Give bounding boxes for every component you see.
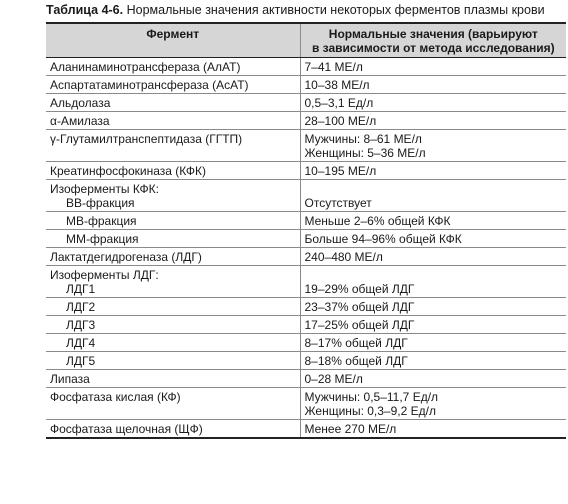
enzyme-name: α-Амилаза [46,112,300,130]
enzyme-value: 8–17% общей ЛДГ [300,334,566,352]
enzyme-value [300,266,566,298]
enzyme-group [46,180,300,212]
table-body [46,58,566,439]
header-normal-values [300,23,566,58]
table-row [46,94,566,112]
enzyme-value: Меньше 2–6% общей КФК [300,212,566,230]
value-women: Женщины: 0,3–9,2 Ед/л [304,404,436,418]
group-title: Изоферменты КФК: [50,182,159,196]
enzyme-name: Аланинаминотрансфераза (АлАТ) [46,58,300,76]
table-row [46,370,566,388]
table-row [46,180,566,212]
table-row [46,212,566,230]
enzyme-subname: ЛДГ2 [46,298,300,316]
table-row [46,58,566,76]
enzyme-value: 7–41 МЕ/л [300,58,566,76]
enzyme-subname: ЛДГ4 [46,334,300,352]
table-row [46,266,566,298]
header-normal-values-line2: в зависимости от метода исследования) [311,41,555,55]
table-row [46,298,566,316]
table-number: Таблица 4-6. [46,3,124,17]
table-row [46,248,566,266]
enzyme-subname: ММ-фракция [46,230,300,248]
table-row [46,76,566,94]
header-normal-values-line1: Нормальные значения (варьируют [328,27,538,41]
enzyme-subname: МВ-фракция [46,212,300,230]
enzyme-name: Лактатдегидрогеназа (ЛДГ) [46,248,300,266]
enzyme-table [46,22,566,439]
table-row [46,316,566,334]
enzyme-value: Менее 270 МЕ/л [300,420,566,439]
enzyme-value: 23–37% общей ЛДГ [300,298,566,316]
enzyme-subname: ЛДГ1 [66,282,96,296]
enzyme-name: Аспартатаминотрансфераза (АсАТ) [46,76,300,94]
value-women: Женщины: 5–36 МЕ/л [304,146,426,160]
table-row [46,352,566,370]
table-header [46,23,566,58]
enzyme-value: 8–18% общей ЛДГ [300,352,566,370]
table-row [46,388,566,420]
enzyme-value [300,388,566,420]
table-title: Нормальные значения активности некоторых ферментов плазмы крови [123,3,545,17]
enzyme-value: 10–195 МЕ/л [300,162,566,180]
enzyme-subname: ЛДГ3 [46,316,300,334]
table-row [46,420,566,439]
enzyme-subname: ВВ-фракция [66,196,135,210]
enzyme-subname: ЛДГ5 [46,352,300,370]
enzyme-value: 240–480 МЕ/л [300,248,566,266]
enzyme-value: 10–38 МЕ/л [300,76,566,94]
enzyme-name: Фосфатаза щелочная (ЩФ) [46,420,300,439]
table-row [46,230,566,248]
value-men: Мужчины: 8–61 МЕ/л [304,132,422,146]
table-caption [46,2,566,18]
enzyme-value: Больше 94–96% общей КФК [300,230,566,248]
enzyme-name: Креатинфосфокиназа (КФК) [46,162,300,180]
table-row [46,334,566,352]
group-title: Изоферменты ЛДГ: [50,268,159,282]
enzyme-value: 17–25% общей ЛДГ [300,316,566,334]
enzyme-group [46,266,300,298]
header-enzyme: Фермент [46,23,300,58]
enzyme-name: γ-Глутамилтранспептидаза (ГГТП) [46,130,300,162]
enzyme-subvalue: 19–29% общей ЛДГ [304,282,415,296]
table-row [46,130,566,162]
enzyme-subvalue: Отсутствует [304,196,372,210]
value-men: Мужчины: 0,5–11,7 Ед/л [304,390,439,404]
table-row [46,162,566,180]
enzyme-name: Фосфатаза кислая (КФ) [46,388,300,420]
enzyme-value: 0–28 МЕ/л [300,370,566,388]
enzyme-name: Альдолаза [46,94,300,112]
enzyme-value [300,130,566,162]
table-row [46,112,566,130]
enzyme-name: Липаза [46,370,300,388]
enzyme-value: 0,5–3,1 Ед/л [300,94,566,112]
enzyme-value: 28–100 МЕ/л [300,112,566,130]
enzyme-value [300,180,566,212]
